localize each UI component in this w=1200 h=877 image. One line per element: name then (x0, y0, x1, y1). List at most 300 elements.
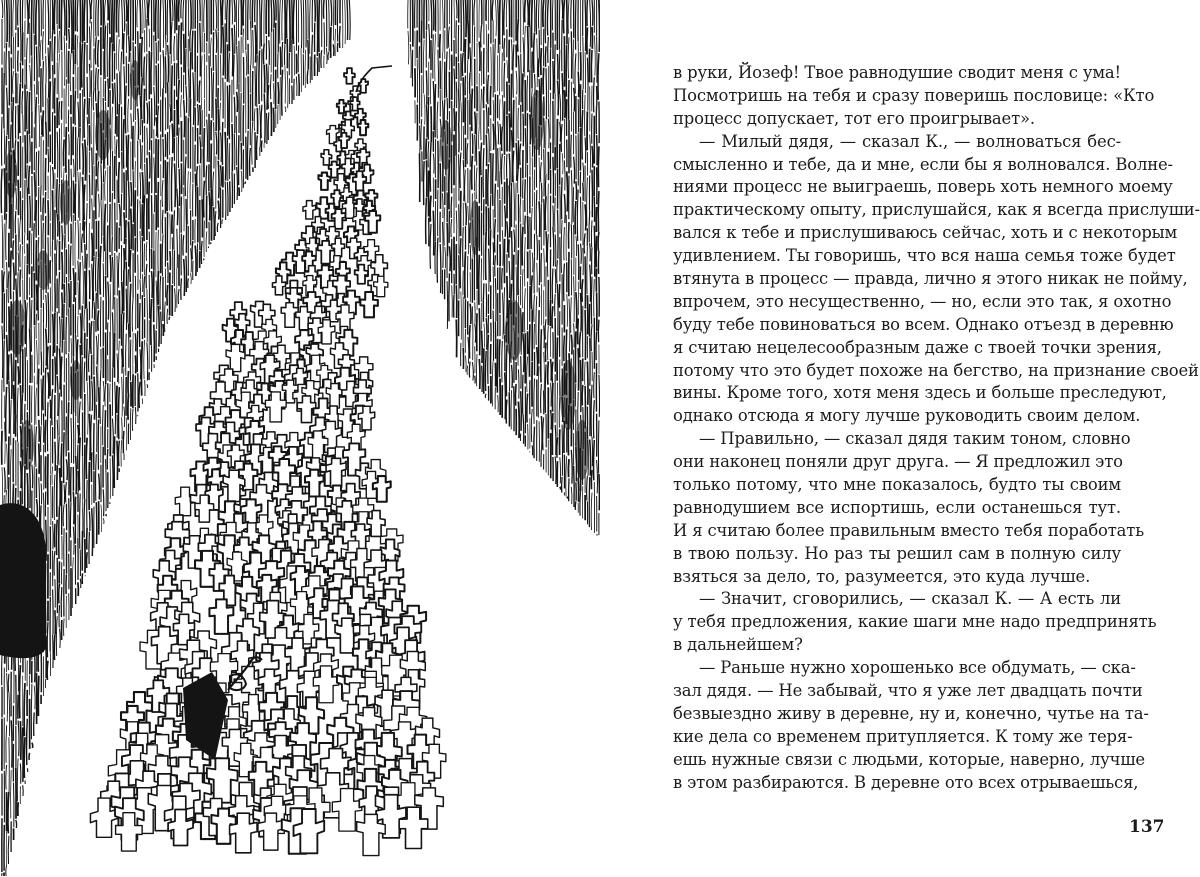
hatch-stroke (86, 254, 87, 308)
hatch-stroke (14, 263, 15, 291)
hatch-stroke (597, 135, 598, 165)
hatch-stroke (191, 0, 192, 30)
hatch-stroke (435, 242, 436, 275)
hatch-stroke (537, 235, 538, 260)
hatch-stroke (504, 0, 505, 35)
hatch-stroke (106, 276, 107, 330)
shadow-patch (440, 120, 452, 170)
hatch-stroke (278, 82, 279, 104)
hatch-stroke (20, 385, 21, 424)
text-page (673, 62, 1200, 795)
hatch-stroke (267, 64, 268, 110)
hatch-stroke (98, 0, 99, 36)
hatch-stroke (339, 26, 340, 48)
hatch-stroke (48, 149, 49, 173)
text-line: у тебя предложения, какие шаги мне надо предпринять (673, 612, 1157, 632)
hatch-stroke (227, 182, 228, 216)
hatch-stroke (38, 676, 39, 716)
hatch-stroke (190, 30, 191, 52)
hatch-stroke (43, 110, 44, 136)
hatch-stroke (261, 0, 262, 47)
shadow-patch (470, 200, 480, 255)
hatch-stroke (493, 311, 494, 361)
hatch-stroke (509, 261, 510, 298)
hatch-stroke (54, 0, 55, 34)
hatch-stroke (521, 54, 522, 102)
hatch-stroke (184, 100, 185, 137)
hatch-stroke (84, 185, 85, 220)
hatch-stroke (46, 121, 47, 154)
text-line: — Раньше нужно хорошенько все обдумать, — ска- (699, 658, 1136, 678)
hatch-stroke (20, 83, 21, 133)
hatch-stroke (149, 152, 150, 179)
text-line: смысленно и тебе, да и мне, если бы я волновался. Волне- (673, 154, 1173, 174)
hatch-stroke (100, 246, 101, 295)
text-line: они наконец поняли друг друга. — Я предложил это (673, 452, 1123, 472)
hatch-stroke (108, 79, 109, 108)
hatch-stroke (273, 108, 274, 132)
hatch-stroke (468, 19, 469, 59)
hatch-stroke (495, 184, 496, 218)
hatch-stroke (198, 104, 199, 125)
hatch-stroke (169, 317, 170, 320)
text-line: в дальнейшем? (673, 635, 803, 655)
hatch-stroke (199, 81, 200, 103)
hatch-stroke (123, 431, 124, 454)
hatch-stroke (539, 0, 540, 29)
hatch-stroke (518, 402, 519, 439)
hatch-stroke (128, 394, 129, 420)
hatch-stroke (551, 410, 552, 430)
hatch-stroke (30, 329, 31, 383)
hatch-stroke (528, 26, 529, 72)
hatch-stroke (211, 243, 212, 245)
hatch-stroke (485, 351, 486, 391)
hatch-stroke (548, 37, 549, 63)
hatch-stroke (7, 0, 8, 42)
hatch-stroke (184, 259, 185, 296)
hatch-stroke (587, 247, 588, 294)
hatch-stroke (580, 332, 581, 358)
hatch-stroke (296, 76, 297, 96)
hatch-stroke (505, 205, 506, 236)
hatch-stroke (591, 50, 592, 83)
hatch-stroke (8, 674, 9, 692)
hatch-stroke (123, 119, 124, 169)
hatch-stroke (47, 347, 48, 370)
hatch-stroke (536, 190, 537, 235)
hatch-stroke (261, 141, 262, 153)
hatch-stroke (259, 50, 260, 104)
hatch-stroke (167, 285, 168, 306)
hatch-stroke (20, 721, 21, 760)
hatch-stroke (186, 256, 187, 292)
hatch-stroke (545, 46, 546, 67)
hatch-stroke (55, 357, 56, 393)
hatch-stroke (591, 470, 592, 489)
hatch-stroke (170, 0, 171, 54)
shadow-patch (560, 360, 576, 430)
hatch-stroke (71, 418, 72, 463)
hatch-stroke (578, 318, 579, 344)
hatch-stroke (264, 93, 265, 142)
hatch-stroke (116, 0, 117, 33)
hatch-stroke (59, 184, 60, 221)
hatch-stroke (589, 211, 590, 242)
hatch-stroke (428, 97, 429, 140)
hatch-stroke (105, 26, 106, 79)
hatch-stroke (575, 201, 576, 235)
hatch-stroke (585, 137, 586, 163)
hatch-stroke (543, 0, 544, 27)
hatch-stroke (83, 143, 84, 175)
hatch-stroke (178, 25, 179, 79)
hatch-stroke (82, 43, 83, 87)
hatch-stroke (263, 44, 264, 65)
hatch-stroke (486, 135, 487, 166)
text-line: ниями процесс не выиграешь, поверь хоть немного моему (673, 177, 1173, 197)
hatch-stroke (92, 148, 93, 196)
hatch-stroke (218, 161, 219, 199)
text-line: только потому, что мне показалось, будто ты своим (673, 475, 1121, 495)
hatch-stroke (555, 294, 556, 316)
hatch-stroke (495, 255, 496, 276)
hatch-stroke (290, 0, 291, 52)
hatch-stroke (141, 77, 142, 119)
hatch-stroke (200, 23, 201, 77)
hatch-stroke (440, 34, 441, 58)
shadow-patch (20, 420, 34, 470)
hatch-stroke (131, 182, 132, 206)
hatch-stroke (186, 199, 187, 253)
hatch-stroke (564, 194, 565, 223)
hatch-stroke (268, 112, 269, 140)
hatch-stroke (177, 229, 178, 268)
hatch-stroke (96, 0, 97, 36)
hatch-stroke (53, 521, 54, 549)
hatch-stroke (214, 207, 215, 240)
hatch-stroke (472, 156, 473, 190)
hatch-stroke (204, 181, 205, 218)
hatch-stroke (52, 31, 53, 62)
hatch-stroke (299, 74, 300, 96)
hatch-stroke (488, 335, 489, 384)
hatch-stroke (53, 167, 54, 189)
hatch-stroke (144, 57, 145, 86)
hatch-stroke (30, 135, 31, 162)
hatch-stroke (594, 226, 595, 277)
hatch-stroke (29, 753, 30, 760)
hatch-stroke (234, 97, 235, 134)
hatch-stroke (483, 283, 484, 321)
hatch-stroke (323, 0, 324, 19)
hatch-stroke (548, 361, 549, 384)
hatch-stroke (27, 719, 28, 765)
hatch-stroke (567, 171, 568, 211)
hatch-stroke (89, 414, 90, 461)
hatch-stroke (599, 474, 600, 511)
shadow-patch (60, 180, 72, 225)
hatch-stroke (591, 220, 592, 247)
hatch-stroke (30, 196, 31, 228)
hatch-stroke (54, 36, 55, 74)
hatch-stroke (206, 165, 207, 195)
hatch-stroke (534, 256, 535, 293)
hatch-stroke (94, 302, 95, 320)
hatch-stroke (562, 0, 563, 19)
hatch-stroke (446, 52, 447, 98)
hatch-stroke (30, 462, 31, 508)
shadow-patch (130, 60, 140, 100)
hatch-stroke (582, 385, 583, 406)
hatch-stroke (433, 0, 434, 31)
hatch-stroke (54, 634, 55, 660)
text-line: буду тебе повиноваться во всем. Однако отъезд в деревню (673, 314, 1174, 334)
hatch-stroke (568, 459, 569, 477)
hatch-stroke (559, 397, 560, 428)
hatch-stroke (192, 31, 193, 70)
hatch-stroke (151, 299, 152, 345)
text-line: вины. Кроме того, хотя меня здесь и больше преследуют, (673, 383, 1167, 403)
hatch-stroke (232, 28, 233, 77)
hatch-stroke (66, 277, 67, 316)
hatch-stroke (541, 329, 542, 382)
hatch-stroke (447, 281, 448, 329)
text-line: удивлением. Ты говоришь, что вся наша семья тоже будет (673, 246, 1176, 266)
hatch-stroke (426, 71, 427, 105)
hatch-stroke (45, 420, 46, 453)
hatch-stroke (61, 443, 62, 477)
hatch-stroke (227, 0, 228, 42)
hatch-stroke (85, 140, 86, 181)
hatch-stroke (195, 174, 196, 217)
hatch-stroke (582, 110, 583, 160)
hatch-stroke (517, 19, 518, 52)
hatch-stroke (73, 181, 74, 214)
hatch-stroke (14, 385, 15, 434)
hatch-stroke (512, 231, 513, 280)
hatch-stroke (347, 0, 348, 40)
hatch-stroke (561, 178, 562, 220)
hatch-stroke (587, 58, 588, 111)
hatch-stroke (502, 127, 503, 151)
hatch-stroke (4, 168, 5, 220)
hatch-stroke (426, 198, 427, 244)
hatch-stroke (131, 113, 132, 139)
hatch-stroke (69, 29, 70, 49)
shadow-patch (70, 360, 82, 400)
text-line: потому что это будет похоже на бегство, на признание своей (673, 360, 1199, 380)
hatch-stroke (197, 166, 198, 186)
hatch-stroke (128, 135, 129, 181)
hatch-stroke (456, 211, 457, 242)
hatch-stroke (96, 179, 97, 219)
hatch-stroke (123, 312, 124, 367)
hatch-stroke (475, 135, 476, 162)
hatch-stroke (105, 204, 106, 252)
hatch-stroke (560, 487, 561, 490)
hatch-stroke (82, 306, 83, 356)
text-line: взяться за дело, то, разумеется, это куда лучше. (673, 566, 1091, 586)
archway-shadow (0, 503, 46, 658)
hatch-stroke (552, 306, 553, 328)
hatch-stroke (438, 50, 439, 98)
hatch-stroke (91, 0, 92, 19)
hatch-stroke (178, 80, 179, 125)
hatch-stroke (470, 73, 471, 94)
hatch-stroke (131, 209, 132, 250)
hatch-stroke (523, 414, 524, 444)
hatch-stroke (502, 341, 503, 382)
hatch-stroke (64, 0, 65, 36)
hatch-stroke (22, 91, 23, 114)
hatch-stroke (53, 590, 54, 635)
hatch-stroke (110, 37, 111, 88)
text-line: впрочем, это несущественно, — но, если это так, я охотно (673, 291, 1172, 311)
hatch-stroke (585, 0, 586, 51)
hatch-stroke (84, 222, 85, 244)
text-line: в этом разбираются. В деревне ото всех отрываешься, (673, 772, 1139, 792)
hatch-stroke (57, 179, 58, 214)
hatch-stroke (245, 182, 246, 184)
hatch-stroke (525, 179, 526, 212)
hatch-stroke (560, 122, 561, 141)
hatch-stroke (48, 292, 49, 343)
hatch-stroke (574, 466, 575, 507)
hatch-stroke (118, 387, 119, 439)
hatch-stroke (221, 165, 222, 186)
hatch-stroke (59, 272, 60, 314)
hatch-stroke (522, 227, 523, 266)
text-line: в твою пользу. Но раз ты решил сам в полную силу (673, 543, 1121, 563)
hatch-stroke (546, 68, 547, 119)
hatch-stroke (216, 29, 217, 53)
hatch-stroke (144, 195, 145, 241)
hatch-stroke (470, 245, 471, 270)
hatch-stroke (204, 128, 205, 177)
hatch-stroke (129, 36, 130, 62)
hatch-stroke (234, 25, 235, 54)
hatch-stroke (125, 86, 126, 134)
hatch-stroke (43, 61, 44, 107)
hatch-stroke (1, 169, 2, 214)
hatch-stroke (575, 501, 576, 510)
hatch-stroke (466, 203, 467, 226)
hatch-stroke (486, 231, 487, 280)
hatch-stroke (557, 437, 558, 458)
hatch-stroke (129, 221, 130, 266)
hatch-stroke (521, 391, 522, 431)
hatch-stroke (209, 192, 210, 220)
hatch-stroke (34, 223, 35, 271)
hatch-stroke (545, 174, 546, 196)
hatch-stroke (469, 325, 470, 359)
hatch-stroke (98, 40, 99, 67)
hatch-stroke (564, 0, 565, 34)
hatch-stroke (18, 180, 19, 216)
hatch-stroke (470, 304, 471, 325)
hatch-stroke (13, 97, 14, 148)
hatch-stroke (6, 43, 7, 86)
hatch-stroke (152, 271, 153, 298)
hatch-stroke (541, 48, 542, 75)
text-line: вался к тебе и прислушиваюсь сейчас, хоть и с некоторым (673, 223, 1178, 243)
hatch-stroke (80, 494, 81, 549)
hatch-stroke (122, 282, 123, 314)
text-line: — Значит, сговорились, — сказал К. — А есть ли (699, 589, 1121, 609)
hatch-stroke (60, 468, 61, 506)
hatch-stroke (36, 0, 37, 45)
hatch-stroke (69, 0, 70, 28)
hatch-stroke (80, 128, 81, 170)
hatch-stroke (443, 222, 444, 268)
hatch-stroke (293, 0, 294, 44)
hatch-stroke (124, 212, 125, 244)
hatch-stroke (130, 250, 131, 282)
hatch-stroke (48, 0, 49, 45)
hatch-stroke (287, 0, 288, 39)
hatch-stroke (105, 410, 106, 455)
hatch-stroke (70, 503, 71, 538)
hatch-stroke (186, 86, 187, 113)
hatch-stroke (558, 284, 559, 336)
hatch-stroke (208, 247, 209, 249)
hatch-stroke (599, 0, 600, 52)
hatch-stroke (529, 0, 530, 27)
hatch-stroke (234, 0, 235, 22)
hatch-stroke (117, 441, 118, 480)
hatch-stroke (472, 89, 473, 132)
text-line: практическому опыту, прислушайся, как я всегда прислуши- (673, 200, 1200, 220)
hatch-stroke (298, 45, 299, 72)
hatch-stroke (62, 252, 63, 290)
hatch-stroke (255, 25, 256, 63)
hatch-stroke (479, 42, 480, 72)
hatch-stroke (11, 720, 12, 767)
hatch-stroke (165, 56, 166, 93)
hatch-stroke (222, 0, 223, 26)
text-line: процесс допускает, тот его проигрывает». (673, 108, 1035, 128)
hatch-stroke (27, 0, 28, 34)
hatch-stroke (103, 489, 104, 516)
hatch-stroke (84, 99, 85, 138)
hatch-stroke (598, 146, 599, 187)
hatch-stroke (37, 285, 38, 311)
hatch-stroke (94, 377, 95, 420)
hatch-stroke (504, 63, 505, 98)
hatch-stroke (273, 0, 274, 28)
hatch-stroke (89, 511, 90, 531)
hatch-stroke (590, 243, 591, 261)
hatch-stroke (502, 268, 503, 290)
hatch-stroke (559, 50, 560, 94)
hatch-stroke (84, 0, 85, 41)
hatch-stroke (590, 440, 591, 476)
shadow-patch (95, 110, 111, 160)
hatch-stroke (528, 0, 529, 25)
hatch-stroke (195, 245, 196, 276)
hatch-stroke (145, 164, 146, 195)
hatch-stroke (583, 37, 584, 89)
hatch-stroke (483, 87, 484, 109)
hatch-stroke (598, 320, 599, 342)
hatch-stroke (532, 0, 533, 48)
hatch-stroke (493, 124, 494, 150)
hatch-stroke (84, 362, 85, 393)
hatch-stroke (564, 90, 565, 118)
text-line: однако отсюда я могу лучше руководить своим делом. (673, 406, 1141, 426)
hatch-stroke (59, 506, 60, 559)
